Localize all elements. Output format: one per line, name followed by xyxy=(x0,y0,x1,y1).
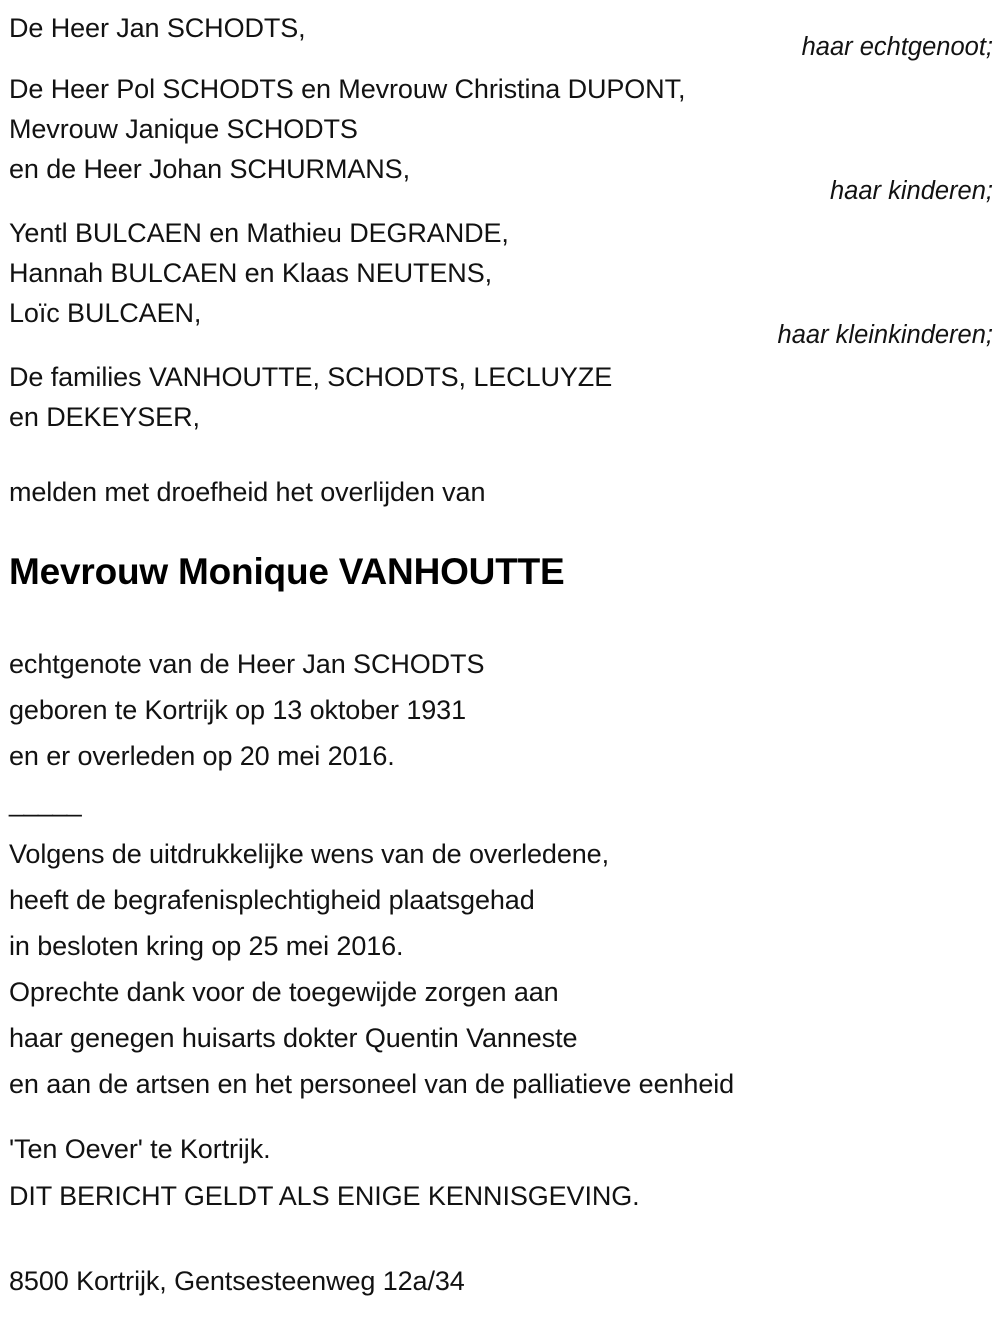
survivor-line-families-1: De families VANHOUTTE, SCHODTS, LECLUYZE xyxy=(9,362,613,392)
survivor-line-families-2: en DEKEYSER, xyxy=(9,402,200,432)
deceased-detail-birth: geboren te Kortrijk op 13 oktober 1931 xyxy=(9,695,467,725)
ceremony-line-4: Oprechte dank voor de toegewijde zorgen aan xyxy=(9,977,559,1007)
ceremony-line-6: en aan de artsen en het personeel van de palliatieve eenheid xyxy=(9,1069,735,1099)
survivor-line-child-3: en de Heer Johan SCHURMANS, xyxy=(9,154,410,184)
survivor-line-grandchild-2: Hannah BULCAEN en Klaas NEUTENS, xyxy=(9,258,493,288)
announcement-intro: melden met droefheid het overlijden van xyxy=(9,477,486,507)
ceremony-line-3: in besloten kring op 25 mei 2016. xyxy=(9,931,404,961)
relationship-label-grandchildren: haar kleinkinderen; xyxy=(777,321,993,349)
section-separator: _____ xyxy=(9,787,82,817)
ceremony-line-7: 'Ten Oever' te Kortrijk. xyxy=(9,1134,271,1164)
deceased-name: Mevrouw Monique VANHOUTTE xyxy=(9,551,565,592)
ceremony-line-2: heeft de begrafenisplechtigheid plaatsgehad xyxy=(9,885,535,915)
survivor-line-grandchild-3: Loïc BULCAEN, xyxy=(9,298,202,328)
address-line: 8500 Kortrijk, Gentsesteenweg 12a/34 xyxy=(9,1266,465,1296)
relationship-label-children: haar kinderen; xyxy=(829,177,993,205)
ceremony-line-5: haar genegen huisarts dokter Quentin Vanneste xyxy=(9,1023,578,1053)
deceased-detail-spouse: echtgenote van de Heer Jan SCHODTS xyxy=(9,649,485,679)
ceremony-line-8-notice: DIT BERICHT GELDT ALS ENIGE KENNISGEVING. xyxy=(9,1181,640,1211)
survivor-line-child-2: Mevrouw Janique SCHODTS xyxy=(9,114,358,144)
relationship-label-spouse: haar echtgenoot; xyxy=(801,33,993,61)
survivor-line-child-1: De Heer Pol SCHODTS en Mevrouw Christina DUPONT, xyxy=(9,74,686,104)
ceremony-line-1: Volgens de uitdrukkelijke wens van de overledene, xyxy=(9,839,609,869)
survivor-line-grandchild-1: Yentl BULCAEN en Mathieu DEGRANDE, xyxy=(9,218,509,248)
deceased-detail-death: en er overleden op 20 mei 2016. xyxy=(9,741,395,771)
survivor-line-spouse: De Heer Jan SCHODTS, xyxy=(9,13,306,43)
